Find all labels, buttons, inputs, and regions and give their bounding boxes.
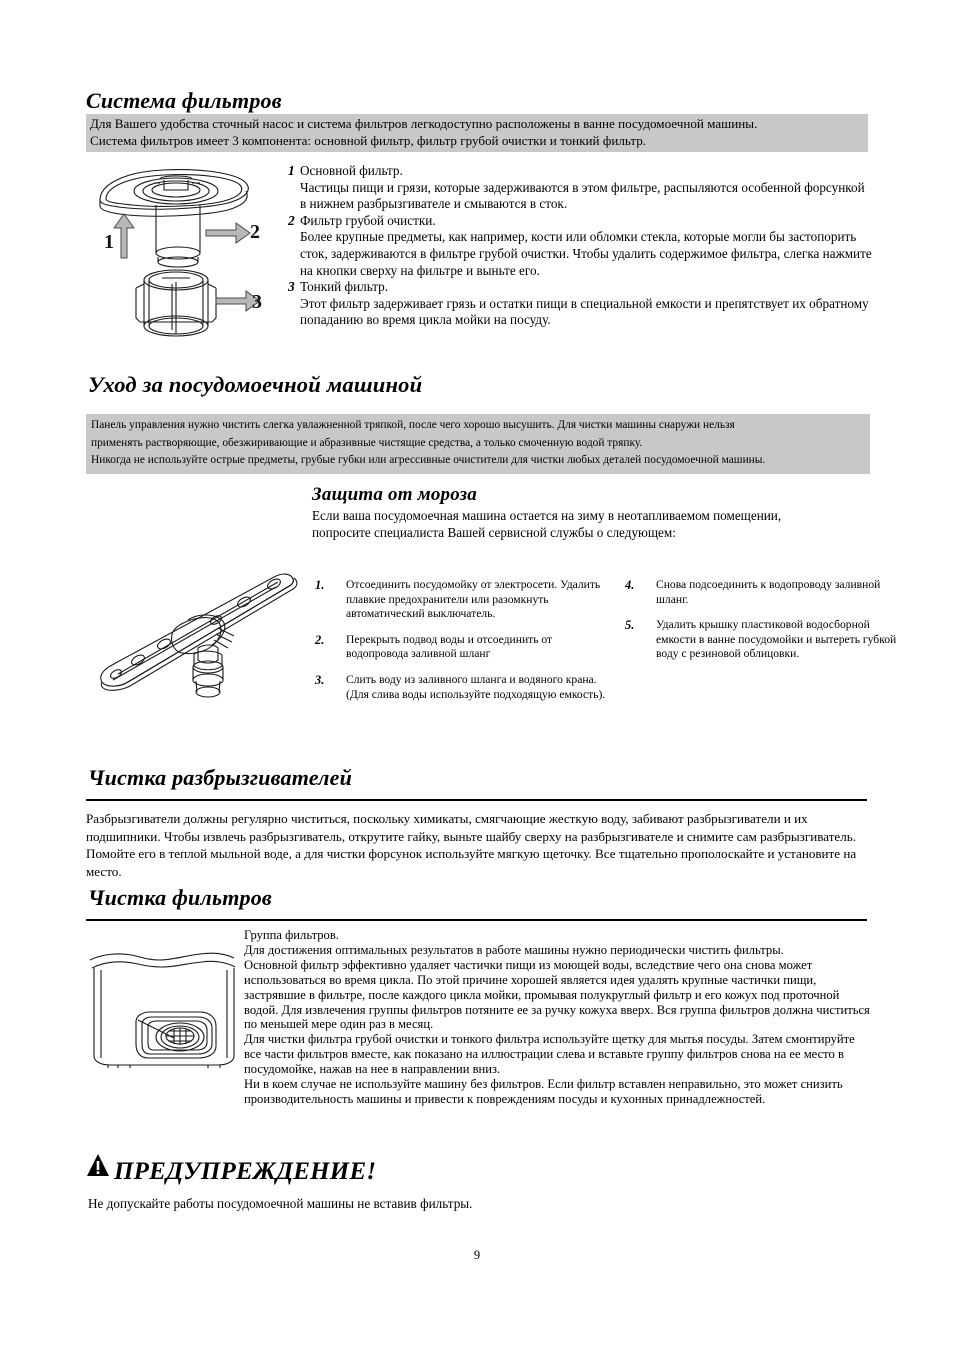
- list-item: [288, 279, 874, 329]
- frost-step-text: Перекрыть подвод воды и отсоединить от водопровода заливной шланг: [346, 632, 553, 661]
- frost-steps-right: [622, 578, 907, 673]
- filter-assembly-diagram: [88, 158, 268, 343]
- section-title-frost-protection: Защита от мороза: [312, 484, 477, 505]
- filter-system-intro-line1: Для Вашего удобства сточный насос и система фильтров легкодоступно расположены в ванне посудомоечной машины.: [90, 116, 758, 131]
- callout-2: 2: [250, 221, 260, 243]
- care-line3: Никогда не используйте острые предметы, грубые губки или агрессивные очистители для чистки любых деталей посудомоечной машины.: [91, 454, 766, 467]
- frost-step-number: 5.: [625, 618, 635, 633]
- list-item-desc: Более крупные предметы, как например, кости или обломки стекла, которые могли бы застопорить сток, задерживаются в фильтре грубой очистки. Чтобы удалить содержимое фильтра, слегка нажмите на кнопки сверху на фильтре и выньте его.: [300, 229, 872, 278]
- spray-cleaning-text: Разбрызгиватели должны регулярно чиститься, поскольку химикаты, смягчающие жесткую воду, забивают разбрызгиватели и их подшипники. Чтобы извлечь разбрызгиватель, открутите гайку, выньте шайбу сверху на разбрызгивателе и снимите сам разбрызгиватель. Помойте его в теплой мыльной воде, а для чистки форсунок используйте мягкую щеточку. Все тщательно прополоскайте и установите на место.: [86, 811, 857, 879]
- filter-group-diagram: [88, 938, 240, 1068]
- list-item-desc: Частицы пищи и грязи, которые задерживаются в этом фильтре, распыляются особенной форсункой в нижнем разбрызгивателе и смываются в сток.: [300, 179, 865, 212]
- care-notes-box: [86, 414, 870, 474]
- frost-step-number: 2.: [315, 632, 325, 647]
- filter-system-intro-box: [86, 114, 868, 152]
- filter-system-intro-line2: Система фильтров имеет 3 компонента: основной фильтр, фильтр грубой очистки и тонкий фильтр.: [90, 132, 647, 148]
- filter-cleaning-text: [244, 928, 872, 1107]
- list-item-number: 1: [288, 163, 295, 178]
- frost-step: [622, 578, 907, 607]
- filter-cleaning-paragraph: Основной фильтр эффективно удаляет частички пищи из моющей воды, вследствие чего она снова может использоваться во время цикла. По этой причине хорошей является идея удалять крупные частички пищи, застрявшие в фильтре, после каждого цикла мойки, промывая полукруглый фильтр и его кожух под проточной водой. Для извлечения группы фильтров потяните ее за ручку кожуха вверх. Вся группа фильтров должна чиститься по меньшей мере один раз в месяц.: [244, 957, 870, 1032]
- care-line1: Панель управления нужно чистить слегка увлажненной тряпкой, после чего хорошо высушить. Для чистки машины снаружи нельзя: [91, 419, 735, 431]
- list-item: [288, 163, 874, 213]
- callout-1: 1: [104, 231, 114, 253]
- frost-step-number: 3.: [315, 672, 325, 687]
- section-title-filter-system: Система фильтров: [86, 88, 282, 113]
- list-item-number: 3: [288, 279, 295, 295]
- list-item-head: Тонкий фильтр.: [300, 279, 389, 295]
- warning-text: Не допускайте работы посудомоечной машины не вставив фильтры.: [88, 1196, 473, 1211]
- spray-arm-diagram: [88, 568, 320, 710]
- frost-intro-line1: Если ваша посудомоечная машина остается на зиму в неотапливаемом помещении,: [312, 508, 782, 523]
- list-item: [288, 213, 874, 279]
- frost-step-text: Удалить крышку пластиковой водосборной емкости в ванне посудомойки и вытереть губкой воду с резиновой облицовки.: [656, 618, 897, 661]
- frost-step-number: 4.: [625, 578, 635, 592]
- care-line2: применять растворяющие, обезжиривающие и абразивные чистящие средства, а только смоченную водой тряпку.: [91, 436, 643, 449]
- list-item-head: Основной фильтр.: [300, 163, 403, 178]
- frost-step-text: Снова подсоединить к водопроводу заливной шланг.: [656, 578, 881, 606]
- section-title-spray-cleaning: Чистка разбрызгивателей: [88, 765, 353, 790]
- callout-3: 3: [252, 291, 262, 313]
- section-divider-spray: [86, 799, 867, 801]
- frost-steps-left: [312, 578, 612, 713]
- filter-cleaning-paragraph: Ни в коем случае не используйте машину без фильтров. Если фильтр вставлен неправильно, это может снизить производительность машины и привести к повреждениям посуды и кухонных принадлежностей.: [244, 1077, 843, 1106]
- filter-system-list: [288, 163, 874, 329]
- warning-header: [86, 1152, 376, 1186]
- section-title-filter-cleaning: Чистка фильтров: [88, 885, 272, 910]
- filter-cleaning-paragraph: Группа фильтров.: [244, 928, 339, 942]
- frost-step-number: 1.: [315, 578, 325, 592]
- filter-cleaning-paragraph: Для достижения оптимальных результатов в работе машины нужно периодически чистить фильтры.: [244, 942, 784, 957]
- page-number: 9: [473, 1248, 481, 1262]
- list-item-head: Фильтр грубой очистки.: [300, 212, 436, 228]
- frost-intro: [312, 508, 872, 541]
- section-divider-filter: [86, 919, 867, 921]
- frost-intro-line2: попросите специалиста Вашей сервисной службы о следующем:: [312, 524, 676, 540]
- list-item-number: 2: [288, 212, 295, 228]
- frost-step: [312, 633, 612, 662]
- frost-step-text: Отсоединить посудомойку от электросети. Удалить плавкие предохранители или разомкнуть автоматический выключатель.: [346, 578, 601, 621]
- frost-step-text: Слить воду из заливного шланга и водяного крана. (Для слива воды используйте подходящую емкость).: [346, 672, 606, 701]
- warning-triangle-icon: [86, 1152, 110, 1183]
- filter-cleaning-paragraph: Для чистки фильтра грубой очистки и тонкого фильтра используйте щетку для мытья посуды. Затем смонтируйте все части фильтров вместе, как показано на иллюстрации слева и вставьте группу фильтров снова на ее место в посудомойке, нажав на нее в направлении вниз.: [244, 1032, 855, 1077]
- list-item-desc: Этот фильтр задерживает грязь и остатки пищи в специальной емкости и препятствует их обратному попаданию во время цикла мойки на посуду.: [300, 295, 869, 328]
- section-title-care: Уход за посудомоечной машиной: [88, 372, 423, 397]
- warning-title: ПРЕДУПРЕЖДЕНИЕ!: [114, 1158, 377, 1186]
- frost-step: [312, 578, 612, 622]
- frost-step: [312, 673, 612, 702]
- frost-step: [622, 618, 907, 662]
